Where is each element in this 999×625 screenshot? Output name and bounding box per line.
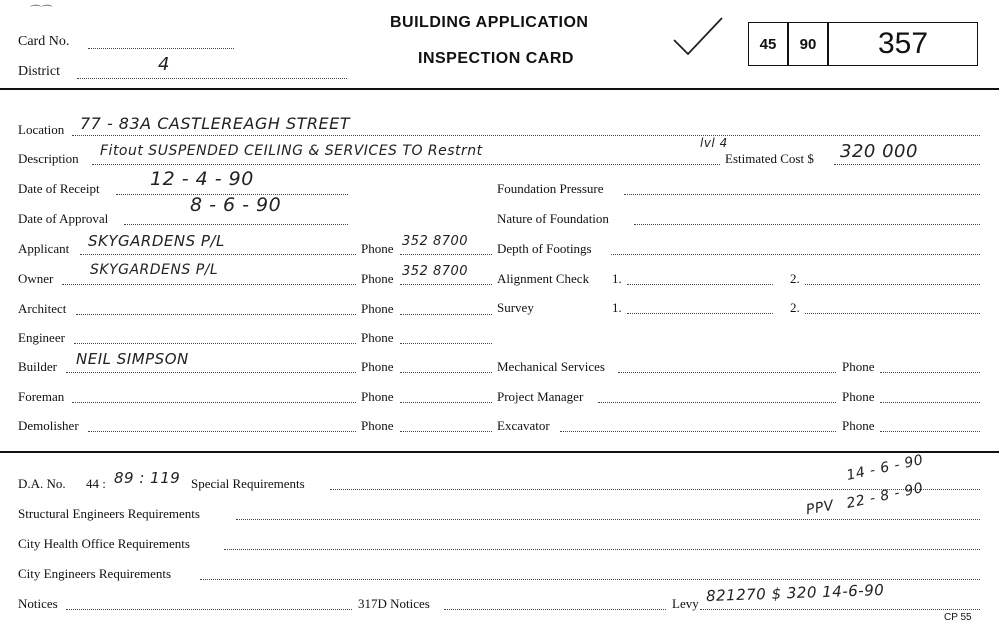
alignment-check-label: Alignment Check <box>497 271 590 286</box>
builder-label: Builder <box>18 359 57 374</box>
foundation-pressure-label: Foundation Pressure <box>497 181 604 196</box>
builder-value: NEIL SIMPSON <box>76 350 189 368</box>
notices-label: Notices <box>18 596 58 611</box>
nature-foundation-label: Nature of Foundation <box>497 211 609 226</box>
engineer-phone-label: Phone <box>361 330 394 345</box>
ref-box-1-text: 45 <box>759 35 777 53</box>
description-line <box>92 164 720 165</box>
structural-line <box>236 519 980 520</box>
project-manager-label: Project Manager <box>497 389 584 404</box>
ref-box-2 <box>788 22 828 66</box>
architect-label: Architect <box>18 301 67 316</box>
engineer-label: Engineer <box>18 330 65 345</box>
builder-phone-line <box>400 372 492 373</box>
receipt-label: Date of Receipt <box>18 181 100 196</box>
ref-box-2-text: 90 <box>799 35 817 53</box>
special-note1: 14 - 6 - 90 <box>845 452 925 484</box>
notices-317d-label: 317D Notices <box>358 596 430 611</box>
location-value: 77 - 83A CASTLEREAGH STREET <box>80 114 350 133</box>
owner-phone-value: 352 8700 <box>402 264 469 279</box>
alignment-line2 <box>805 284 980 285</box>
estimated-cost-label: Estimated Cost $ <box>725 151 814 166</box>
foreman-line <box>72 402 356 403</box>
ref-box-3-text: 357 <box>877 27 929 60</box>
special-note2: PPV <box>804 497 836 519</box>
description-value: Fitout SUSPENDED CEILING & SERVICES TO Restrnt <box>100 143 483 159</box>
title-line1: BUILDING APPLICATION <box>390 14 589 31</box>
check-mark-icon <box>670 14 726 58</box>
ref-box-1 <box>748 22 788 66</box>
section-rule <box>0 451 999 453</box>
mechanical-line <box>618 372 836 373</box>
owner-phone-label: Phone <box>361 271 394 286</box>
applicant-phone-value: 352 8700 <box>402 234 469 249</box>
excavator-phone-line <box>880 431 980 432</box>
architect-phone-label: Phone <box>361 301 394 316</box>
notices-line <box>66 609 352 610</box>
applicant-value: SKYGARDENS P/L <box>88 232 225 250</box>
ref-box-3 <box>828 22 978 66</box>
location-line <box>72 135 980 136</box>
district-label: District <box>18 64 60 79</box>
project-manager-phone-label: Phone <box>842 389 875 404</box>
card-no-line <box>88 48 234 49</box>
location-label: Location <box>18 122 65 137</box>
da-value: 89 : 119 <box>114 469 181 487</box>
depth-footings-label: Depth of Footings <box>497 241 592 256</box>
mechanical-phone-line <box>880 372 980 373</box>
foreman-label: Foreman <box>18 389 65 404</box>
excavator-label: Excavator <box>497 418 550 433</box>
builder-line <box>66 372 356 373</box>
builder-phone-label: Phone <box>361 359 394 374</box>
approval-value: 8 - 6 - 90 <box>190 194 282 216</box>
survey-line1 <box>627 313 773 314</box>
demolisher-label: Demolisher <box>18 418 79 433</box>
special-label: Special Requirements <box>191 476 305 491</box>
applicant-label: Applicant <box>18 241 70 256</box>
title-line2: INSPECTION CARD <box>418 50 574 67</box>
architect-line <box>76 314 356 315</box>
approval-label: Date of Approval <box>18 211 109 226</box>
nature-foundation-line <box>634 224 980 225</box>
da-label: D.A. No. <box>18 476 66 491</box>
district-value: 4 <box>158 54 170 75</box>
foreman-phone-line <box>400 402 492 403</box>
demolisher-line <box>88 431 356 432</box>
header-rule <box>0 88 999 90</box>
project-manager-phone-line <box>880 402 980 403</box>
alignment-num1: 1. <box>612 271 622 286</box>
corner-scribble: ⌒⌒ <box>28 4 51 17</box>
excavator-phone-label: Phone <box>842 418 875 433</box>
depth-footings-line <box>611 254 980 255</box>
foundation-pressure-line <box>624 194 980 195</box>
owner-line <box>62 284 356 285</box>
district-line <box>77 78 347 79</box>
notices-317d-line <box>444 609 666 610</box>
alignment-num2: 2. <box>790 271 800 286</box>
owner-label: Owner <box>18 271 54 286</box>
da-prefix: 44 : <box>86 476 106 491</box>
survey-num1: 1. <box>612 300 622 315</box>
levy-value: 821270 $ 320 14-6-90 <box>705 580 885 606</box>
city-engineers-label: City Engineers Requirements <box>18 566 172 581</box>
owner-value: SKYGARDENS P/L <box>90 262 219 278</box>
architect-phone-line <box>400 314 492 315</box>
excavator-line <box>560 431 836 432</box>
project-manager-line <box>598 402 836 403</box>
survey-line2 <box>805 313 980 314</box>
approval-line <box>124 224 348 225</box>
survey-label: Survey <box>497 300 534 315</box>
applicant-phone-line <box>400 254 492 255</box>
special-note3: 22 - 8 - 90 <box>845 480 925 512</box>
mechanical-label: Mechanical Services <box>497 359 605 374</box>
levy-line <box>700 609 980 610</box>
city-engineers-line <box>200 579 980 580</box>
applicant-line <box>80 254 356 255</box>
description-label: Description <box>18 151 79 166</box>
demolisher-phone-line <box>400 431 492 432</box>
levy-label: Levy <box>672 596 699 611</box>
demolisher-phone-label: Phone <box>361 418 394 433</box>
card-no-label: Card No. <box>18 34 70 49</box>
structural-label: Structural Engineers Requirements <box>18 506 200 521</box>
estimated-cost-line <box>834 164 980 165</box>
alignment-line1 <box>627 284 773 285</box>
engineer-phone-line <box>400 343 492 344</box>
engineer-line <box>74 343 356 344</box>
description-note: lvl 4 <box>700 136 728 150</box>
owner-phone-line <box>400 284 492 285</box>
health-label: City Health Office Requirements <box>18 536 190 551</box>
survey-num2: 2. <box>790 300 800 315</box>
mechanical-phone-label: Phone <box>842 359 875 374</box>
applicant-phone-label: Phone <box>361 241 394 256</box>
footer-code: CP 55 <box>944 612 972 623</box>
receipt-value: 12 - 4 - 90 <box>150 168 254 190</box>
foreman-phone-label: Phone <box>361 389 394 404</box>
health-line <box>224 549 980 550</box>
estimated-cost-value: 320 000 <box>840 141 918 162</box>
